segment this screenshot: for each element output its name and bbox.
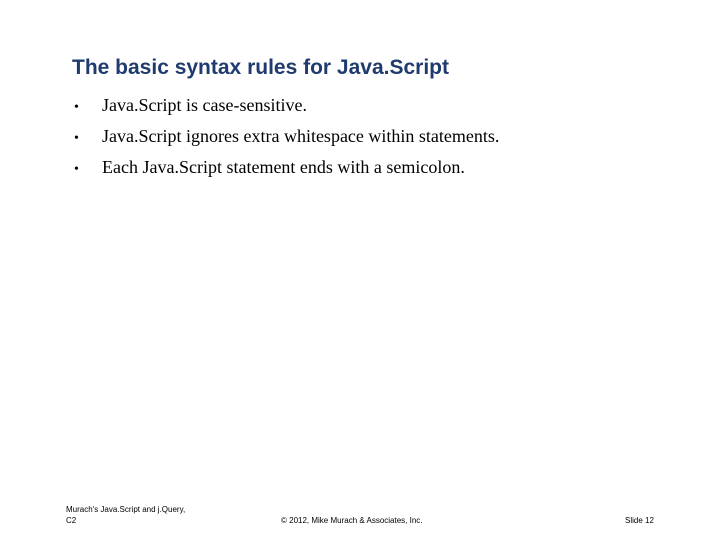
bullet-text: Java.Script is case-sensitive. bbox=[102, 95, 307, 115]
bullet-text: Each Java.Script statement ends with a semicolon. bbox=[102, 157, 465, 177]
bullet-item bbox=[72, 95, 499, 126]
slide-title: The basic syntax rules for Java.Script bbox=[72, 56, 449, 79]
footer-book-line2: C2 bbox=[66, 516, 77, 525]
bullet-text: Java.Script ignores extra whitespace within statements. bbox=[102, 126, 500, 146]
footer-book-line1: Murach's Java.Script and j.Query, bbox=[66, 505, 186, 514]
bullet-item bbox=[72, 157, 499, 188]
bullet-list bbox=[72, 95, 499, 188]
bullet-marker: • bbox=[74, 162, 79, 177]
footer-book-title bbox=[66, 504, 185, 526]
bullet-item bbox=[72, 126, 499, 157]
footer-slide-number: Slide 12 bbox=[625, 516, 654, 525]
bullet-marker: • bbox=[74, 100, 79, 115]
bullet-marker: • bbox=[74, 131, 79, 146]
footer-copyright: © 2012, Mike Murach & Associates, Inc. bbox=[281, 516, 423, 525]
